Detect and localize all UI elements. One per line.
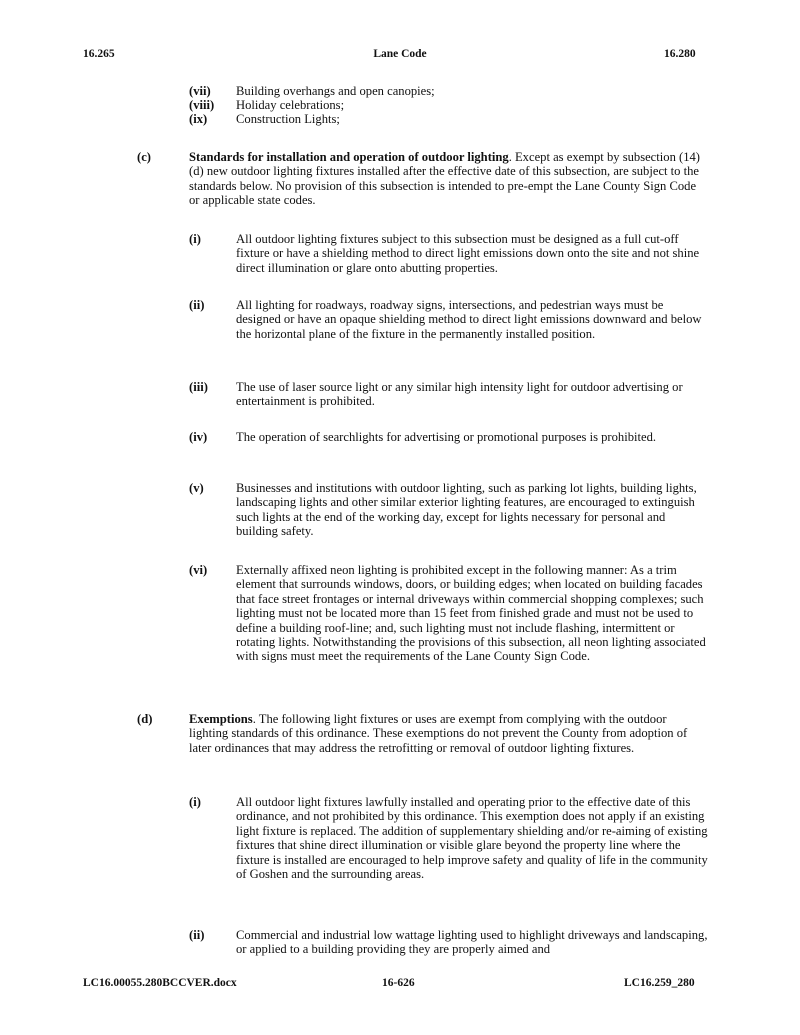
footer-right: LC16.259_280: [624, 977, 695, 989]
footer-center: 16-626: [382, 977, 415, 989]
d-item-label: (i): [189, 795, 201, 809]
section-d-paragraph: [189, 712, 705, 755]
c-item-text: All lighting for roadways, roadway signs, intersections, and pedestrian ways must be designed or have an opaque shielding method to direct light emissions downward and below the horizontal plane of the fixture in the permanently installed position.: [236, 298, 702, 341]
section-c-paragraph: [189, 150, 701, 208]
c-item-text: The operation of searchlights for advertising or promotional purposes is prohibited.: [236, 430, 657, 444]
c-item-label: (iii): [189, 380, 208, 394]
section-c-body: . Except as exempt by subsection (14)(d) new outdoor lighting fixtures installed after the effective date of this subsection, are subject to the standards below. No provision of this subsection is intended to pre-empt the Lane County Sign Code or applicable state codes.: [189, 150, 700, 208]
c-item-label: (iv): [189, 430, 208, 444]
c-item-label: (i): [189, 232, 201, 246]
c-item-text: The use of laser source light or any similar high intensity light for outdoor advertising or entertainment is prohibited.: [236, 380, 683, 409]
c-item-label: (v): [189, 481, 204, 495]
section-d-title: Exemptions: [189, 712, 253, 726]
footer-left: LC16.00055.280BCCVER.docx: [83, 977, 237, 989]
c-item-label: (vi): [189, 563, 208, 577]
c-item-label: (ii): [189, 298, 205, 312]
section-d-body: . The following light fixtures or uses are exempt from complying with the outdoor lighting standards of this ordinance. These exemptions do not prevent the County from adoption of later ordinances that may address the retrofitting or removal of outdoor lighting fixtures.: [189, 712, 688, 755]
top-item-text: Holiday celebrations;: [236, 98, 345, 112]
top-item-label: (vii): [189, 84, 211, 98]
c-item-text: Businesses and institutions with outdoor lighting, such as parking lot lights, building lights, landscaping lights and other similar exterior lighting features, are encouraged to extinguish such lights at the end of the working day, except for lights necessary for personal and building safety.: [236, 481, 697, 539]
header-center: Lane Code: [373, 48, 427, 60]
d-item-text: Commercial and industrial low wattage lighting used to highlight driveways and landscaping, or applied to a building providing they are properly aimed and: [236, 928, 708, 957]
c-item-text: Externally affixed neon lighting is prohibited except in the following manner: As a trim element that surrounds windows, doors, or building edges; when located on building facades that face street frontages or internal driveways within commercial shopping complexes; such lighting must not be located more than 15 feet from finished grade and must not be used to define a building roof-line; and, such lighting must not include flashing, intermittent or rotating lights. Notwithstanding the provisions of this subsection, all neon lighting associated with signs must meet the requirements of the Lane County Sign Code.: [236, 563, 706, 664]
c-item-text: All outdoor lighting fixtures subject to this subsection must be designed as a full cut-off fixture or have a shielding method to direct light emissions down onto the site and not shine direct illumination or glare onto abutting properties.: [236, 232, 700, 275]
section-c-label: (c): [137, 150, 151, 164]
top-item-label: (viii): [189, 98, 215, 112]
top-item-label: (ix): [189, 112, 208, 126]
d-item-text: All outdoor light fixtures lawfully installed and operating prior to the effective date of this ordinance, and not prohibited by this ordinance. This exemption does not apply if an existing light fixture is replaced. The addition of supplementary shielding and/or re-aiming of existing fixtures that shine direct illumination or visible glare beyond the property line where the fixture is installed are encouraged to help improve safety and quality of life in the community of Goshen and the surrounding areas.: [236, 795, 708, 882]
top-item-text: Construction Lights;: [236, 112, 340, 126]
section-d-label: (d): [137, 712, 153, 726]
top-item-text: Building overhangs and open canopies;: [236, 84, 435, 98]
d-item-label: (ii): [189, 928, 205, 942]
section-c-title: Standards for installation and operation of outdoor lighting: [189, 150, 509, 164]
header-left: 16.265: [83, 48, 115, 60]
header-right: 16.280: [664, 48, 696, 60]
